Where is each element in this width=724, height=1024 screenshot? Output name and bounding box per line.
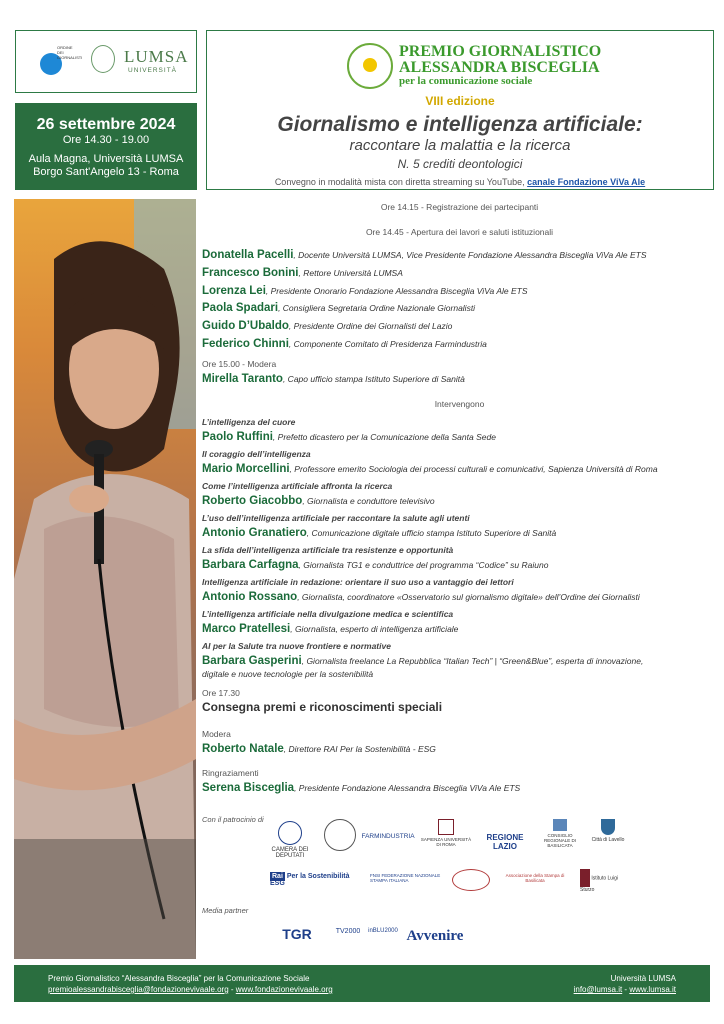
moderation-time: Ore 15.00 - Modera [202, 358, 277, 369]
speaker-role: , Presidente Ordine dei Giornalisti del Lazio [288, 321, 453, 332]
talk-item [202, 545, 717, 573]
edition: VIII edizione [425, 94, 495, 108]
credits-note: N. 5 crediti deontologici [397, 157, 523, 171]
talk-item [202, 481, 717, 509]
event-info-box [15, 103, 197, 190]
talk-item [202, 417, 717, 445]
registration-time: Ore 14.15 - Registrazione dei partecipanti [380, 202, 539, 212]
odg-logo-text: ORDINE DEI GIORNALISTI [57, 45, 83, 60]
speaker-role: , Giornalista, coordinatore «Osservatorio sul giornalismo digitale» dell’Ordine dei Giornalisti [297, 591, 640, 602]
page-subtitle: raccontare la malattia e la ricerca [349, 137, 571, 154]
speaker-name: Antonio Granatiero [202, 526, 307, 539]
talk-title: L’intelligenza artificiale nella divulgazione medica e scientifica [202, 608, 454, 619]
speaker-name: Donatella Pacelli [202, 249, 294, 261]
speaker-role: , Presidente Onorario Fondazione Alessandra Bisceglia ViVa Ale ETS [265, 285, 528, 296]
sturzo-logo: Istituto Luigi Sturzo [580, 869, 620, 893]
awards-heading: Consegna premi e riconoscimenti speciali [202, 699, 443, 714]
stampa-logo-icon [452, 869, 492, 891]
speaker-name: Barbara Gasperini [202, 654, 302, 667]
moderator-item [202, 370, 717, 388]
program [202, 199, 717, 797]
talk-item [202, 641, 717, 680]
lumsa-logo-sub: UNIVERSITÀ [128, 67, 178, 74]
speaker-name: Roberto Natale [202, 742, 284, 755]
greeting-item [202, 282, 717, 300]
awards-time: Ore 17.30 [202, 687, 240, 698]
speaker-role: , Capo ufficio stampa Istituto Superiore di Sanità [282, 373, 465, 384]
event-date: 26 settembre 2024 [36, 116, 176, 133]
citta-lavello-logo: Città di Lavello [590, 819, 626, 843]
speaker-name: Marco Pratellesi [202, 622, 291, 635]
speaker-name: Federico Chinni [202, 337, 289, 350]
patronage-label: Con il patrocinio di [202, 815, 264, 824]
greeting-item [202, 246, 717, 264]
speaker-name: Paolo Ruffini [202, 430, 273, 443]
farmindustria-logo: FARMINDUSTRIA [361, 833, 415, 840]
talk-item [202, 577, 717, 605]
streaming-note [207, 177, 713, 187]
footer-prize-email-link[interactable]: premioalessandrabisceglia@fondazionevivaale.org [48, 985, 229, 994]
footer-separator: - [228, 985, 236, 994]
speaker-role: , Giornalista e conduttore televisivo [302, 495, 435, 506]
talks-list [202, 417, 717, 680]
event-place-line1: Aula Magna, Università LUMSA [28, 153, 184, 165]
speaker-role: , Giornalista TG1 e conduttrice del programma “Codice” su Raiuno [298, 559, 549, 570]
event-time: Ore 14.30 - 19.00 [62, 134, 150, 146]
talk-title: L’uso dell’intelligenza artificiale per raccontare la salute agli utenti [202, 512, 470, 523]
footer-prize-name: Premio Giornalistico “Alessandra Bisceglia” per la Comunicazione Sociale [48, 974, 310, 983]
tv2000-logo: TV2000 [335, 928, 361, 935]
speaker-photo [14, 199, 196, 959]
speaker-name: Roberto Giacobbo [202, 494, 303, 507]
talk-title: Come l’intelligenza artificiale affronta la ricerca [202, 480, 393, 491]
talk-title: Il coraggio dell’intelligenza [202, 448, 311, 459]
footer-left [48, 973, 333, 995]
greeting-item [202, 264, 717, 282]
patronage-logos [202, 815, 717, 895]
speaker-role: , Comunicazione digitale ufficio stampa Istituto Superiore di Sanità [306, 527, 557, 538]
talk-item [202, 609, 717, 637]
speaker-name: Paola Spadari [202, 302, 279, 315]
speaker-role: , Prefetto dicastero per la Comunicazione della Santa Sede [272, 431, 496, 442]
speaker-role: , Giornalista freelance La Repubblica “Italian Tech” | “Green&Blue”, esperta di innovazione, [301, 655, 644, 666]
speaker-name: Francesco Bonini [202, 266, 299, 279]
regione-lazio-logo: REGIONE LAZIO [486, 833, 524, 851]
moderation2-label: Modera [202, 728, 231, 739]
greeting-item [202, 317, 717, 335]
media-partner-logos [270, 918, 490, 954]
speaker-role: , Giornalista, esperto di intelligenza artificiale [290, 623, 459, 634]
speaker-role: , Rettore Università LUMSA [298, 267, 403, 278]
greetings-list [202, 246, 717, 353]
footer-right [574, 973, 676, 995]
speaker-role: , Componente Comitato di Presidenza Farmindustria [288, 338, 487, 349]
speaker-role: , Direttore RAI Per la Sostenibilità - ESG [283, 743, 436, 754]
talk-title: L’intelligenza del cuore [202, 416, 296, 427]
event-place-line2: Borgo Sant'Angelo 13 - Roma [33, 166, 179, 178]
speaker-name: Serena Bisceglia [202, 782, 295, 795]
talk-item [202, 513, 717, 541]
media-partner-label: Media partner [202, 906, 249, 915]
speaker-role-continued: digitale e nuove tecnologie per la sostenibilità [202, 668, 374, 679]
isss-seal-icon [322, 819, 358, 851]
thanks-label: Ringraziamenti [202, 768, 259, 779]
speaker-name: Mirella Taranto [202, 372, 283, 385]
prize-name-line2: ALESSANDRA BISCEGLIA [399, 59, 600, 76]
speaker-name: Lorenza Lei [202, 284, 266, 297]
sapienza-logo: SAPIENZA UNIVERSITÀ DI ROMA [420, 819, 472, 847]
partner-logos-box [15, 30, 197, 93]
footer [14, 965, 710, 1002]
tgr-logo: TGR [282, 926, 312, 942]
talk-title: Intelligenza artificiale in redazione: orientare il suo uso a vantaggio dei lettori [202, 576, 514, 587]
speaker-role: , Presidente Fondazione Alessandra Bisceglia ViVa Ale ETS [294, 783, 521, 794]
speakers-label: Intervengono [434, 398, 485, 409]
footer-university-name: Università LUMSA [610, 974, 676, 983]
moderator-item [202, 740, 717, 758]
lumsa-seal-icon [91, 45, 115, 73]
talk-item [202, 449, 717, 477]
speaker-role: , Consigliera Segretaria Ordine Nazionale Giornalisti [278, 303, 476, 314]
stampa-basilicata-logo: Associazione della Stampa di Basilicata [505, 873, 565, 883]
title-box [206, 30, 714, 190]
streaming-text: Convegno in modalità mista con diretta streaming su YouTube, [274, 177, 525, 187]
avvenire-logo: Avvenire [406, 928, 464, 944]
talk-title: La sfida dell’intelligenza artificiale tra resistenze e opportunità [202, 544, 454, 555]
speaker-name: Mario Morcellini [202, 462, 290, 475]
opening-time: Ore 14.45 - Apertura dei lavori e saluti istituzionali [365, 227, 554, 237]
speaker-name: Antonio Rossano [202, 590, 298, 603]
speaker-role: , Professore emerito Sociologia dei processi culturali e comunicativi, Sapienza Università di Roma [289, 463, 658, 474]
consiglio-basilicata-logo: CONSIGLIO REGIONALE DI BASILICATA [534, 819, 586, 848]
speaker-role: , Docente Università LUMSA, Vice Presidente Fondazione Alessandra Bisceglia ViVa Ale ETS [293, 250, 647, 260]
thanks-item [202, 779, 717, 797]
footer-lumsa-email-link[interactable]: info@lumsa.it [573, 985, 623, 994]
fnsi-logo: FNSI FEDERAZIONE NAZIONALE STAMPA ITALIANA [370, 873, 441, 883]
photo-illustration [14, 199, 196, 959]
footer-separator: - [622, 985, 630, 994]
youtube-channel-link[interactable]: canale Fondazione ViVa Ale [527, 177, 646, 187]
rai-sostenibilita-logo: Rai Per la Sostenibilità ESG [270, 873, 350, 887]
greeting-item [202, 299, 717, 317]
speaker-name: Guido D’Ubaldo [202, 320, 289, 333]
inblu2000-logo: inBLU2000 [368, 928, 398, 934]
viva-ale-logo-icon [347, 43, 393, 89]
footer-prize-site-link[interactable]: www.fondazionevivaale.org [235, 985, 333, 994]
page-title: Giornalismo e intelligenza artificiale: [277, 113, 643, 136]
greeting-item [202, 335, 717, 353]
footer-lumsa-site-link[interactable]: www.lumsa.it [629, 985, 676, 994]
camera-deputati-logo: CAMERA DEI DEPUTATI [262, 821, 318, 859]
prize-name-line3: per la comunicazione sociale [399, 75, 533, 87]
speaker-name: Barbara Carfagna [202, 558, 299, 571]
talk-title: AI per la Salute tra nuove frontiere e normative [202, 640, 391, 651]
prize-name-line1: PREMIO GIORNALISTICO [399, 43, 602, 60]
lumsa-logo-word: LUMSA [124, 47, 189, 66]
